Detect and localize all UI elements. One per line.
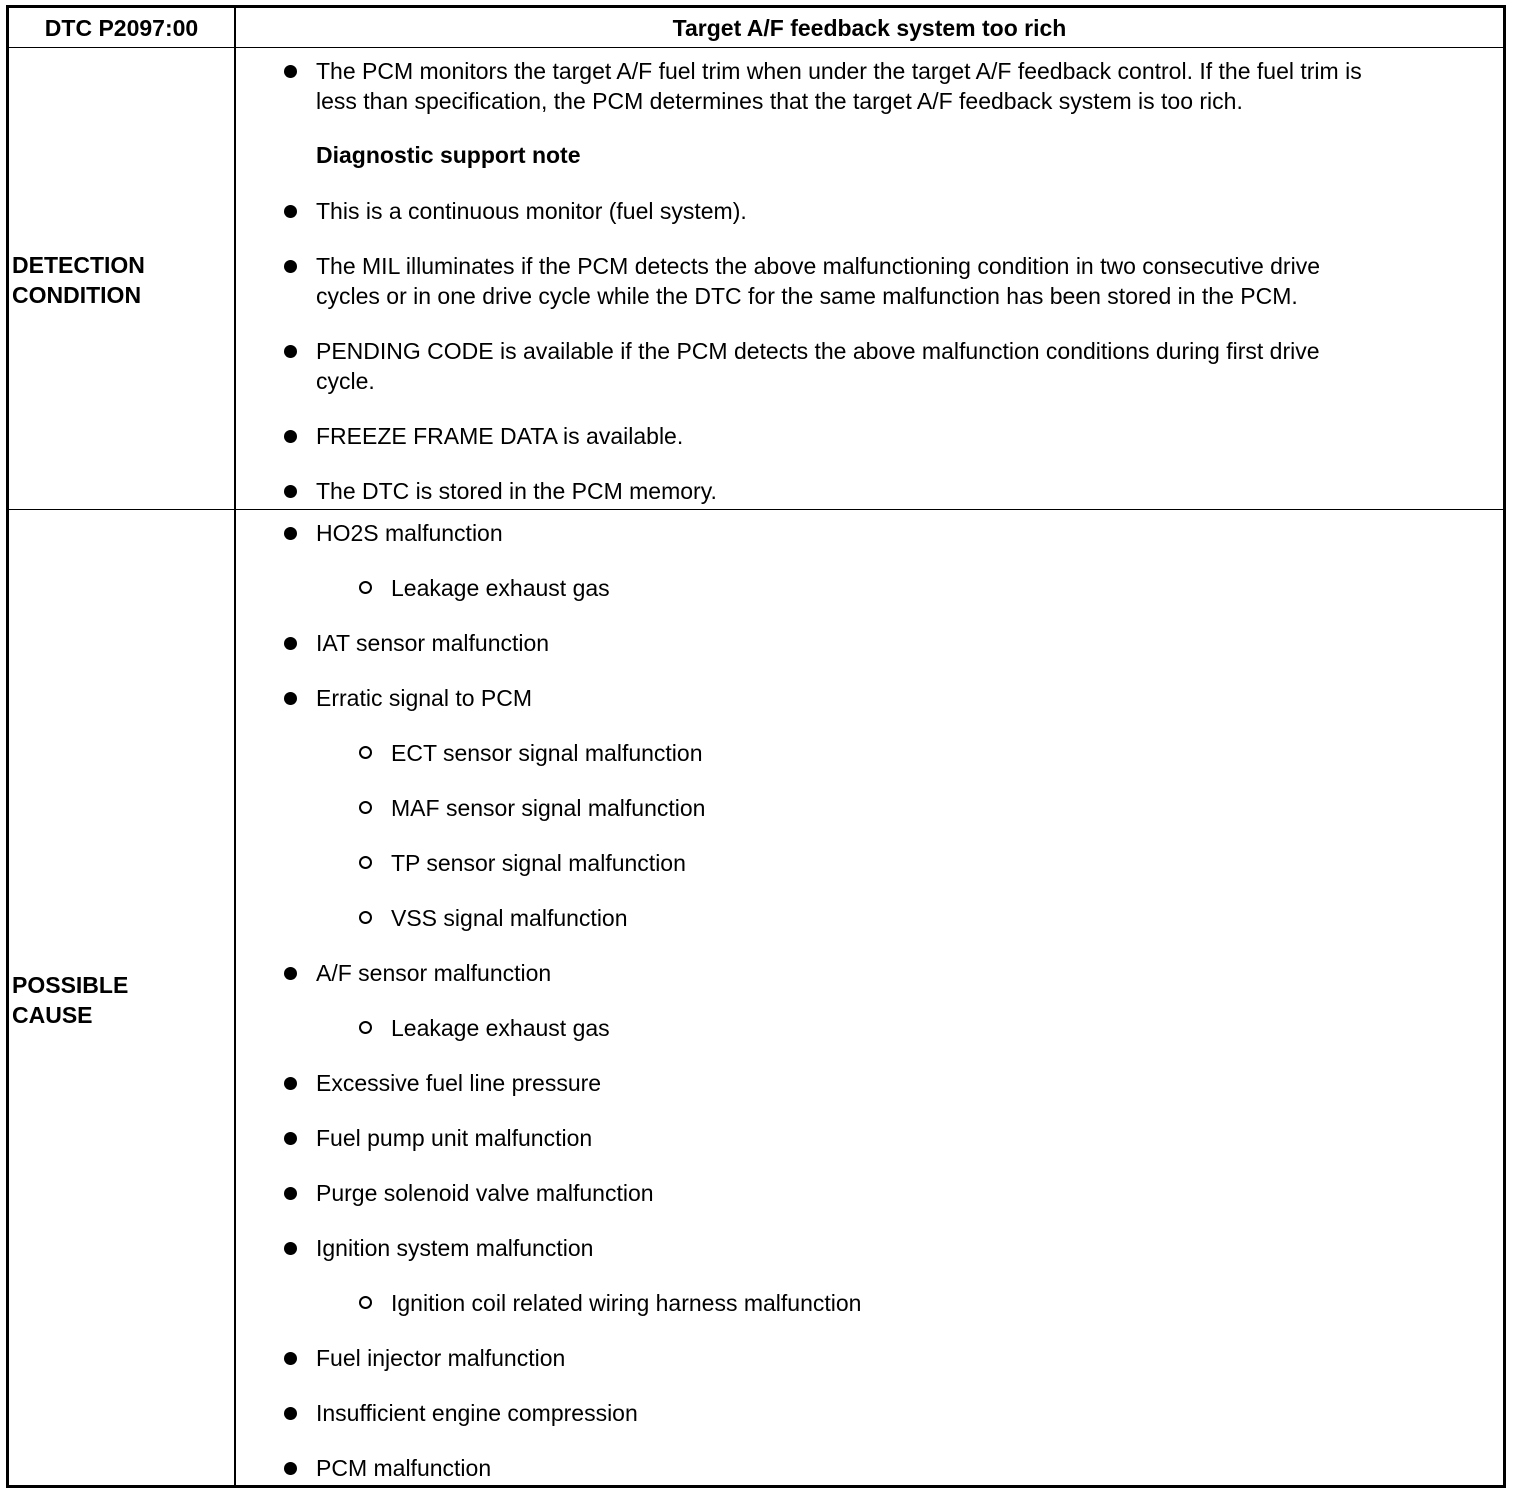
column-divider <box>234 8 236 1485</box>
sub-bullet-icon <box>359 581 372 594</box>
sub-bullet-icon <box>359 1021 372 1034</box>
bullet-icon <box>284 692 297 705</box>
bullet-icon <box>284 430 297 443</box>
detection-item-6: The DTC is stored in the PCM memory. <box>316 478 717 504</box>
detection-item-2: This is a continuous monitor (fuel system). <box>316 198 747 224</box>
possible-cause-label <box>12 970 128 1030</box>
bullet-icon <box>284 1407 297 1420</box>
detection-label-line1: DETECTION <box>12 252 145 278</box>
cause-sub-item: Leakage exhaust gas <box>391 575 610 601</box>
cause-item: Ignition system malfunction <box>316 1235 594 1261</box>
cause-item: Excessive fuel line pressure <box>316 1070 602 1096</box>
sub-bullet-icon <box>359 801 372 814</box>
bullet-icon <box>284 205 297 218</box>
sub-bullet-icon <box>359 746 372 759</box>
cause-sub-item: MAF sensor signal malfunction <box>391 795 706 821</box>
detection-item-4-line-1: PENDING CODE is available if the PCM detects the above malfunction conditions during first drive <box>316 338 1320 364</box>
bullet-icon <box>284 967 297 980</box>
sub-bullet-icon <box>359 1296 372 1309</box>
diagnostic-support-note-heading: Diagnostic support note <box>316 142 581 168</box>
detection-item-3-line-1: The MIL illuminates if the PCM detects the above malfunctioning condition in two consecutive drive <box>316 253 1320 279</box>
cause-sub-item: Ignition coil related wiring harness malfunction <box>391 1290 862 1316</box>
bullet-icon <box>284 1187 297 1200</box>
cause-sub-item: TP sensor signal malfunction <box>391 850 686 876</box>
bullet-icon <box>284 345 297 358</box>
cause-sub-item: VSS signal malfunction <box>391 905 628 931</box>
bullet-icon <box>284 1462 297 1475</box>
detection-label-line2: CONDITION <box>12 282 142 308</box>
detection-item-1-line-2: less than specification, the PCM determines that the target A/F feedback system is too rich. <box>316 88 1243 114</box>
detection-condition-label <box>12 250 145 310</box>
detection-item-3-line-2: cycles or in one drive cycle while the DTC for the same malfunction has been stored in the PCM. <box>316 283 1298 309</box>
bullet-icon <box>284 1352 297 1365</box>
bullet-icon <box>284 485 297 498</box>
possible-cause-label-line1: POSSIBLE <box>12 972 129 998</box>
detection-item-4-line-2: cycle. <box>316 368 375 394</box>
cause-item: Erratic signal to PCM <box>316 685 533 711</box>
bullet-icon <box>284 1242 297 1255</box>
dtc-table <box>6 5 1506 1488</box>
dtc-title-header: Target A/F feedback system too rich <box>672 14 1067 41</box>
bullet-icon <box>284 637 297 650</box>
bullet-icon <box>284 65 297 78</box>
sub-bullet-icon <box>359 911 372 924</box>
cause-item: Purge solenoid valve malfunction <box>316 1180 654 1206</box>
detection-item-5: FREEZE FRAME DATA is available. <box>316 423 684 449</box>
sub-bullet-icon <box>359 856 372 869</box>
detection-item-1-line-1: The PCM monitors the target A/F fuel trim when under the target A/F feedback control. If the fuel trim is <box>316 58 1362 84</box>
dtc-code-header: DTC P2097:00 <box>44 14 199 41</box>
bullet-icon <box>284 527 297 540</box>
bullet-icon <box>284 1077 297 1090</box>
cause-item: Fuel injector malfunction <box>316 1345 566 1371</box>
cause-sub-item: ECT sensor signal malfunction <box>391 740 703 766</box>
possible-cause-label-line2: CAUSE <box>12 1002 93 1028</box>
cause-item: PCM malfunction <box>316 1455 492 1481</box>
cause-item: Fuel pump unit malfunction <box>316 1125 593 1151</box>
row-divider <box>9 509 1503 510</box>
cause-item: A/F sensor malfunction <box>316 960 552 986</box>
cause-item: Insufficient engine compression <box>316 1400 638 1426</box>
bullet-icon <box>284 260 297 273</box>
cause-item: IAT sensor malfunction <box>316 630 550 656</box>
cause-item: HO2S malfunction <box>316 520 503 546</box>
bullet-icon <box>284 1132 297 1145</box>
cause-sub-item: Leakage exhaust gas <box>391 1015 610 1041</box>
